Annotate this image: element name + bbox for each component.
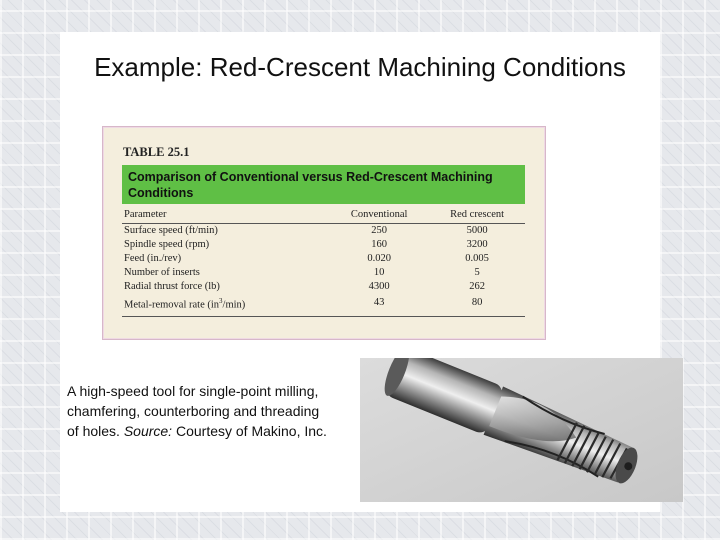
cell-conventional: 0.020	[367, 253, 391, 264]
cell-conventional: 4300	[368, 281, 390, 292]
cell-conventional: 250	[371, 225, 388, 236]
cell-red-crescent: 5	[474, 267, 480, 278]
description-text	[67, 381, 327, 441]
table-row	[122, 280, 525, 294]
table-header-row	[122, 207, 525, 224]
table-caption: Comparison of Conventional versus Red-Crescent Machining Conditions	[122, 165, 525, 204]
cell-parameter	[122, 294, 329, 316]
table-label: TABLE 25.1	[123, 145, 190, 159]
param-tail: /min)	[222, 299, 246, 311]
cell-parameter: Feed (in./rev)	[124, 253, 182, 264]
cell-parameter: Spindle speed (rpm)	[124, 239, 210, 250]
table-figure	[102, 126, 546, 340]
cell-red-crescent: 5000	[466, 225, 488, 236]
table-row	[122, 224, 525, 239]
cell-red-crescent: 80	[429, 294, 525, 316]
table-row	[122, 266, 525, 280]
header-red-crescent: Red crescent	[429, 207, 525, 224]
header-conventional: Conventional	[329, 207, 429, 224]
cell-parameter: Number of inserts	[124, 267, 200, 278]
credit-text: Courtesy of Makino, Inc.	[175, 423, 327, 439]
param-superscript: 3	[219, 297, 223, 305]
table-row	[122, 294, 525, 316]
table-row	[122, 238, 525, 252]
cell-parameter: Surface speed (ft/min)	[124, 225, 218, 236]
cell-conventional: 160	[371, 239, 388, 250]
description-main: A high-speed tool for single-point milling, chamfering, counterboring and threading of holes.	[67, 383, 320, 439]
table-row	[122, 252, 525, 266]
comparison-table	[122, 207, 525, 317]
cell-red-crescent: 262	[469, 281, 485, 292]
cell-conventional: 43	[329, 294, 429, 316]
cell-conventional: 10	[373, 267, 385, 278]
cell-red-crescent: 3200	[466, 239, 488, 250]
source-label: Source:	[123, 423, 173, 439]
end-mill-tool-photo	[360, 358, 683, 502]
slide-title: Example: Red-Crescent Machining Conditions	[94, 52, 626, 82]
cell-red-crescent: 0.005	[465, 253, 489, 264]
cell-parameter: Radial thrust force (lb)	[124, 281, 220, 292]
header-parameter: Parameter	[122, 207, 329, 224]
param-text: Metal-removal rate (in	[124, 299, 220, 311]
